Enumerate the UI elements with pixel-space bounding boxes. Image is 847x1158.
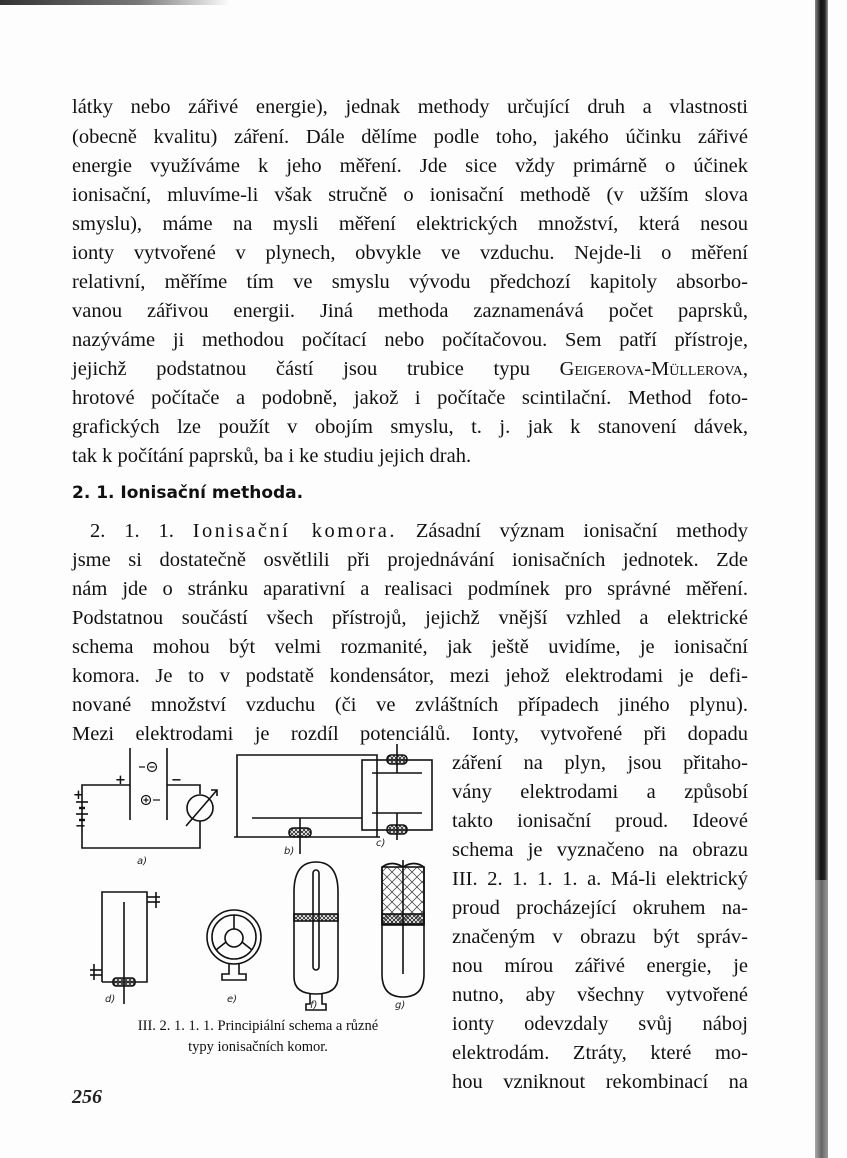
text-line: grafických lze použít v obojím smyslu, t. j. jak k stanovení dávek, [72, 416, 748, 438]
chamber-diagrams-svg [72, 742, 444, 1017]
side-text-line: elektrodám. Ztráty, které mo- [452, 1042, 748, 1064]
minus-sign: − [171, 773, 182, 788]
text-line: jsme si dostatečně osvětlili při projednávání ionisačních jednotek. Zde [72, 549, 748, 571]
text-line: Podstatnou součástí všech přístrojů, jejichž vnější vzhled a elektrické [72, 607, 748, 629]
text-line: komora. Je to v podstatě kondensátor, mezi jehož elektrodami je defi- [72, 665, 748, 687]
text-line: ionisační, mluvíme-li však stručně o ionisační methodě (v užším slova [72, 184, 748, 206]
text-line: smyslu), máme na mysli měření elektrických množství, která nesou [72, 213, 748, 235]
side-text-line: nou mírou zářivé energie, je [452, 955, 748, 977]
diagram-c-chamber [362, 744, 432, 840]
battery-minus: − [75, 819, 86, 834]
text-line: Mezi elektrodami je rozdíl potenciálů. Ionty, vytvořené při dopadu [72, 723, 748, 745]
battery-plus: + [73, 788, 84, 803]
figure-label-e: e) [227, 994, 238, 1005]
figure-label-d: d) [105, 994, 116, 1005]
ionization-chamber-figure [72, 742, 444, 1017]
plus-sign: + [115, 773, 126, 788]
side-text-line: záření na plyn, jsou přitaho- [452, 752, 748, 774]
text-line: relativní, měříme tím ve smyslu vývodu předchozí kapitoly absorbo- [72, 271, 748, 293]
figure-label-b: b) [284, 846, 295, 857]
author-name-smallcaps: Geigerova-Müllerova, [559, 358, 748, 380]
scan-right-edge-shadow-lower [815, 880, 828, 1158]
side-text-line: III. 2. 1. 1. 1. a. Má-li elektrický [452, 868, 748, 890]
scan-top-edge-shadow [0, 0, 230, 5]
side-text-line: značeným v obrazu být správ- [452, 926, 748, 948]
page-number: 256 [72, 1086, 102, 1108]
text-line: energie využíváme k jeho měření. Jde sice vždy primárně o účinek [72, 155, 748, 177]
text-line: tak k počítání paprsků, ba i ke studiu jejich drah. [72, 445, 472, 467]
side-text-line: schema je vyznačeno na obrazu [452, 839, 748, 861]
side-text-line: takto ionisační proud. Ideové [452, 810, 748, 832]
text-line: ionty vytvořené v plynech, obvykle ve vzduchu. Nejde-li o měření [72, 242, 748, 264]
figure-label-c: c) [376, 838, 386, 849]
text-fragment: Zásadní význam ionisační methody [415, 520, 749, 542]
text-line [90, 519, 748, 543]
diagram-f-chamber [294, 862, 338, 1010]
text-line: nám jde o stránku aparativní a realisaci podmínek pro správné měření. [72, 578, 748, 600]
text-line: nazýváme ji methodou počítací nebo počítačovou. Sem patří přístroje, [72, 329, 748, 351]
figure-label-f: f) [310, 1000, 318, 1011]
figure-label-g: g) [395, 1000, 406, 1011]
figure-label-a: a) [137, 856, 148, 867]
text-line [72, 357, 748, 381]
text-line: schema mohou být velmi rozmanité, jak ještě uvidíme, je ionisační [72, 636, 748, 658]
text-line: látky nebo zářivé energie), jednak methody určující druh a vlastnosti [72, 96, 748, 118]
figure-caption-line-1: III. 2. 1. 1. 1. Principiální schema a různé [137, 1018, 379, 1034]
diagram-g-chamber [382, 860, 424, 997]
text-line: (obecně kvalitu) záření. Dále dělíme podle toho, jakého účinku zářivé [72, 126, 748, 148]
section-heading: 2. 1. Ionisační methoda. [72, 483, 304, 503]
text-line: hrotové počítače a podobně, jakož i počítače scintilační. Method foto- [72, 387, 748, 409]
text-line: vanou zářivou energii. Jiná methoda zaznamenává počet paprsků, [72, 300, 748, 322]
diagram-b-chamber [234, 755, 380, 854]
side-text-line: nutno, aby všechny vytvořené [452, 984, 748, 1006]
side-text-line: ionty odevzdaly svůj náboj [452, 1013, 748, 1035]
text-fragment: jejichž podstatnou částí jsou trubice typu [72, 358, 530, 380]
subsection-title: Ionisační komora. [192, 520, 397, 542]
subsection-number: 2. 1. 1. [90, 520, 174, 542]
figure-caption-line-2: typy ionisačních komor. [188, 1039, 328, 1055]
side-text-line: hou vzniknout rekombinací na [452, 1071, 748, 1093]
side-text-line: proud procházející okruhem na- [452, 897, 748, 919]
diagram-d-chamber [90, 892, 160, 1004]
diagram-e-chamber [207, 910, 261, 980]
diagram-a-circuit [76, 748, 217, 848]
side-text-line: vány elektrodami a způsobí [452, 781, 748, 803]
text-line: nované množství vzduchu (či ve zvláštních případech jiného plynu). [72, 694, 748, 716]
